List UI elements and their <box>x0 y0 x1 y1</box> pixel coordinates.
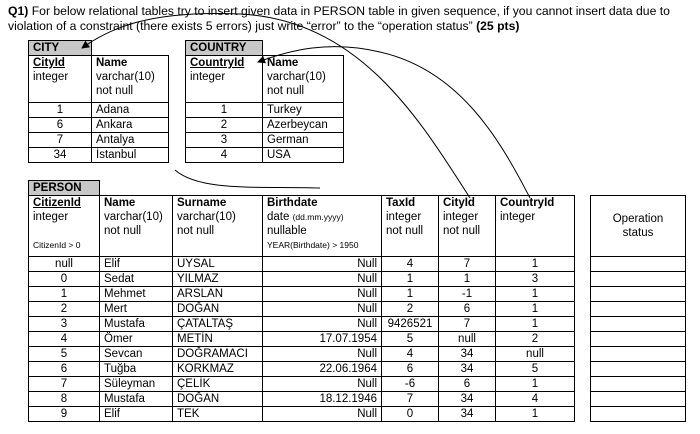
surname-cell: DOĞRAMACI <box>173 347 263 362</box>
city-name-header: Name <box>96 57 128 69</box>
city-row-id: 1 <box>29 103 92 118</box>
citizen-id-cell: 0 <box>29 272 100 287</box>
cityid-cell: 34 <box>439 407 496 422</box>
citizen-id-check: CitizenId > 0 <box>33 240 81 250</box>
citizen-id-cell: 3 <box>29 317 100 332</box>
country-row-name: USA <box>263 148 344 163</box>
city-id-type: integer <box>33 71 69 83</box>
citizen-id-cell: 7 <box>29 377 100 392</box>
surname-constraint: not null <box>177 225 215 237</box>
cityid-cell: 1 <box>439 272 496 287</box>
name-cell: Süleyman <box>100 377 173 392</box>
country-row-name: Azerbeycan <box>263 118 344 133</box>
citizen-id-type: integer <box>33 211 69 223</box>
cityid-cell: null <box>439 332 496 347</box>
taxid-cell: 4 <box>382 347 439 362</box>
person-title: PERSON <box>29 181 100 196</box>
surname-cell: ÇELİK <box>173 377 263 392</box>
city-row-id: 6 <box>29 118 92 133</box>
name-cell: Ömer <box>100 332 173 347</box>
birthdate-cell: Null <box>263 302 382 317</box>
cityid-cell: 34 <box>439 362 496 377</box>
taxid-cell: 5 <box>382 332 439 347</box>
countryid-cell: 1 <box>496 257 575 272</box>
birthdate-cell: Null <box>263 317 382 332</box>
taxid-cell: 7 <box>382 392 439 407</box>
city-row-name: Antalya <box>92 133 169 148</box>
cityid-cell: 34 <box>439 347 496 362</box>
country-row-id: 4 <box>186 148 263 163</box>
birthdate-cell: Null <box>263 272 382 287</box>
citizen-id-cell: 5 <box>29 347 100 362</box>
country-name-type: varchar(10) <box>267 71 326 83</box>
surname-cell: DOĞAN <box>173 302 263 317</box>
question-number: Q1) <box>8 4 29 18</box>
name-cell: Sevcan <box>100 347 173 362</box>
city-row-name: İstanbul <box>92 148 169 163</box>
operation-status-label-1: Operation <box>612 213 664 225</box>
birthdate-header: Birthdate <box>267 197 318 209</box>
citizen-id-cell: 4 <box>29 332 100 347</box>
birthdate-cell: 22.06.1964 <box>263 362 382 377</box>
city-row-id: 34 <box>29 148 92 163</box>
birthdate-format: (dd.mm.yyyy) <box>292 212 344 222</box>
citizen-id-cell: 1 <box>29 287 100 302</box>
name-type: varchar(10) <box>104 211 163 223</box>
taxid-cell: 6 <box>382 362 439 377</box>
surname-header: Surname <box>177 197 227 209</box>
name-cell: Sedat <box>100 272 173 287</box>
birthdate-cell: Null <box>263 377 382 392</box>
name-cell: Elif <box>100 257 173 272</box>
taxid-cell: 1 <box>382 287 439 302</box>
citizen-id-cell: 6 <box>29 362 100 377</box>
taxid-header: TaxId <box>386 197 416 209</box>
surname-type: varchar(10) <box>177 211 236 223</box>
city-row-id: 7 <box>29 133 92 148</box>
country-id-type: integer <box>190 71 226 83</box>
taxid-type: integer <box>386 211 422 223</box>
country-row-name: German <box>263 133 344 148</box>
operation-status-label-2: status <box>622 227 654 239</box>
countryid-type: integer <box>500 211 536 223</box>
surname-cell: METİN <box>173 332 263 347</box>
countryid-cell: 2 <box>496 332 575 347</box>
cityid-cell: 6 <box>439 302 496 317</box>
cityid-cell: 7 <box>439 257 496 272</box>
citizen-id-cell: null <box>29 257 100 272</box>
cityid-cell: 7 <box>439 317 496 332</box>
taxid-cell: 9426521 <box>382 317 439 332</box>
birthdate-check: YEAR(Birthdate) > 1950 <box>267 240 359 250</box>
countryid-cell: 3 <box>496 272 575 287</box>
city-to-person-link <box>175 170 320 188</box>
taxid-cell: 4 <box>382 257 439 272</box>
countryid-cell: 1 <box>496 407 575 422</box>
countryid-header: CountryId <box>500 197 555 209</box>
country-row-id: 2 <box>186 118 263 133</box>
taxid-cell: 1 <box>382 272 439 287</box>
countryid-cell: 1 <box>496 317 575 332</box>
city-id-header: CityId <box>33 57 65 69</box>
surname-cell: YILMAZ <box>173 272 263 287</box>
city-row-name: Adana <box>92 103 169 118</box>
city-name-constraint: not null <box>96 85 134 97</box>
question-body: For below relational tables try to insert given data in PERSON table in given sequence, if you cannot insert data due to violation of a constraint (there exists 5 errors) just write “error” to the “operation status” <box>8 4 670 33</box>
country-row-id: 1 <box>186 103 263 118</box>
name-cell: Mehmet <box>100 287 173 302</box>
countryid-cell: 4 <box>496 392 575 407</box>
country-title: COUNTRY <box>186 41 263 56</box>
country-name-header: Name <box>267 57 299 69</box>
birthdate-cell: Null <box>263 257 382 272</box>
cityid-fk-arrow <box>82 13 470 198</box>
name-cell: Mustafa <box>100 317 173 332</box>
city-title: CITY <box>29 41 92 56</box>
city-name-type: varchar(10) <box>96 71 155 83</box>
cityid-cell: 6 <box>439 377 496 392</box>
birthdate-constraint: nullable <box>267 225 307 237</box>
name-cell: Tuğba <box>100 362 173 377</box>
name-cell: Elif <box>100 407 173 422</box>
surname-cell: UYSAL <box>173 257 263 272</box>
birthdate-cell: Null <box>263 287 382 302</box>
birthdate-cell: 18.12.1946 <box>263 392 382 407</box>
surname-cell: KORKMAZ <box>173 362 263 377</box>
birthdate-type: date <box>267 211 290 223</box>
taxid-constraint: not null <box>386 225 424 237</box>
cityid-cell: -1 <box>439 287 496 302</box>
question-points: (25 pts) <box>476 19 520 33</box>
country-row-id: 3 <box>186 133 263 148</box>
citizen-id-cell: 2 <box>29 302 100 317</box>
citizen-id-cell: 8 <box>29 392 100 407</box>
cityid-type: integer <box>443 211 479 223</box>
country-id-header: CountryId <box>190 57 245 69</box>
countryid-cell: null <box>496 347 575 362</box>
countryid-cell: 5 <box>496 362 575 377</box>
countryid-fk-arrow <box>258 47 530 198</box>
birthdate-cell: 17.07.1954 <box>263 332 382 347</box>
taxid-cell: 0 <box>382 407 439 422</box>
surname-cell: ÇATALTAŞ <box>173 317 263 332</box>
name-constraint: not null <box>104 225 142 237</box>
surname-cell: DOĞAN <box>173 392 263 407</box>
cityid-header: CityId <box>443 197 475 209</box>
birthdate-cell: Null <box>263 347 382 362</box>
country-name-constraint: not null <box>267 85 305 97</box>
name-cell: Mustafa <box>100 392 173 407</box>
cityid-cell: 34 <box>439 392 496 407</box>
surname-cell: TEK <box>173 407 263 422</box>
taxid-cell: 2 <box>382 302 439 317</box>
name-header: Name <box>104 197 136 209</box>
countryid-cell: 1 <box>496 377 575 392</box>
taxid-cell: -6 <box>382 377 439 392</box>
country-row-name: Turkey <box>263 103 344 118</box>
city-row-name: Ankara <box>92 118 169 133</box>
surname-cell: ARSLAN <box>173 287 263 302</box>
cityid-constraint: not null <box>443 225 481 237</box>
birthdate-cell: Null <box>263 407 382 422</box>
countryid-cell: 1 <box>496 287 575 302</box>
citizen-id-cell: 9 <box>29 407 100 422</box>
citizen-id-header: CitizenId <box>33 197 81 209</box>
countryid-cell: 1 <box>496 302 575 317</box>
name-cell: Mert <box>100 302 173 317</box>
